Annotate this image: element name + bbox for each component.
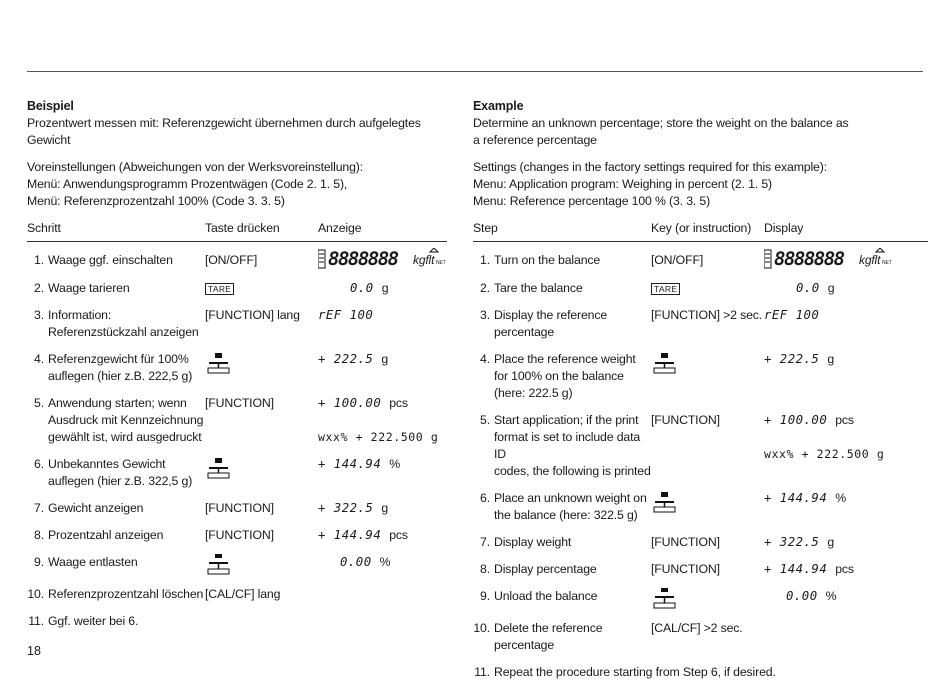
step-cell: [27, 307, 205, 341]
step-number: 2.: [480, 281, 490, 295]
key-instruction: [FUNCTION]: [205, 528, 274, 542]
step-text: Place the reference weight for 100% on the balance (here: 222.5 g): [494, 352, 636, 400]
key-instruction: [FUNCTION]: [651, 413, 720, 427]
step-number: 7.: [480, 535, 490, 549]
display-cell: [764, 588, 928, 605]
display-cell: [318, 280, 447, 297]
empty-pan-icon: [651, 588, 677, 610]
step-cell: [473, 307, 651, 341]
step-cell: [473, 412, 651, 480]
step-number: 5.: [480, 413, 490, 427]
display-net: NET: [436, 260, 446, 266]
display-value: 0.0: [796, 281, 820, 295]
step-text: Referenzprozentzahl löschen: [48, 587, 204, 601]
step-text: Tare the balance: [494, 281, 583, 295]
step-number: 5.: [34, 396, 44, 410]
table-row: [473, 588, 928, 610]
key-cell: [651, 307, 764, 324]
display-value: + 144.94: [764, 562, 828, 576]
step-number: 2.: [34, 281, 44, 295]
display-unit: g: [381, 281, 389, 295]
display-unit: %: [379, 555, 391, 569]
step-number: 9.: [480, 589, 490, 603]
weight-on-pan-icon: [205, 456, 231, 480]
header-display: Anzeige: [318, 221, 362, 235]
step-cell: [473, 620, 651, 654]
step-number: 6.: [480, 491, 490, 505]
key-cell: [651, 588, 764, 610]
step-cell: [473, 561, 651, 578]
step-cell: [27, 351, 205, 385]
intro-text: Prozentwert messen mit: Referenzgewicht übernehmen durch aufgelegtes Gewicht: [27, 116, 421, 147]
display-units: kgflt: [859, 253, 881, 267]
step-number: 7.: [34, 501, 44, 515]
key-instruction: [FUNCTION]: [205, 501, 274, 515]
key-instruction: [FUNCTION]: [651, 535, 720, 549]
intro-text: Determine an unknown percentage; store the weight on the balance as a reference percentage: [473, 116, 849, 147]
table-row: [27, 527, 447, 544]
display-unit: g: [381, 352, 389, 366]
step-number: 11.: [474, 665, 490, 679]
printout-line: wxx% + 222.500 g: [318, 430, 439, 444]
settings-line: Settings (changes in the factory settings required for this example):: [473, 160, 827, 174]
table-row: [473, 280, 928, 297]
step-text: Unload the balance: [494, 589, 598, 603]
display-value: + 222.5: [318, 352, 374, 366]
display-value: rEF 100: [318, 308, 374, 322]
table-header: [27, 220, 447, 242]
key-cell: [205, 280, 318, 297]
weight-on-pan-icon: [651, 351, 677, 375]
display-value: 0.0: [350, 281, 374, 295]
display-value: + 144.94: [318, 457, 382, 471]
step-text: Display the reference percentage: [494, 308, 608, 339]
display-cell: [318, 395, 447, 446]
page-number: 18: [27, 644, 41, 658]
display-cell: [764, 280, 928, 297]
step-number: 8.: [34, 528, 44, 542]
header-key: Taste drücken: [205, 221, 280, 235]
display-cell: [764, 534, 928, 551]
settings-line: Voreinstellungen (Abweichungen von der Werksvoreinstellung):: [27, 160, 363, 174]
step-cell: [473, 280, 651, 297]
key-cell: [205, 527, 318, 544]
step-cell: [27, 527, 205, 544]
empty-pan-icon: [205, 554, 231, 576]
step-text: Waage entlasten: [48, 555, 138, 569]
key-cell: [651, 620, 764, 637]
settings-line: Menü: Referenzprozentzahl 100% (Code 3. 3. 5): [27, 194, 285, 208]
key-cell: [651, 534, 764, 551]
step-cell: [27, 613, 447, 630]
key-instruction: [FUNCTION] >2 sec.: [651, 308, 763, 322]
step-number: 10.: [473, 621, 490, 635]
step-cell: [27, 500, 205, 517]
step-number: 1.: [480, 253, 490, 267]
step-number: 4.: [34, 352, 44, 366]
step-cell: [27, 252, 205, 269]
table-row: [27, 248, 447, 270]
table-row: [27, 351, 447, 385]
step-number: 1.: [34, 253, 44, 267]
step-text: Display weight: [494, 535, 572, 549]
display-digits: 8888888: [774, 248, 844, 270]
step-text: Waage tarieren: [48, 281, 130, 295]
header-key: Key (or instruction): [651, 221, 752, 235]
section-heading: Beispiel: [27, 99, 74, 113]
step-cell: [27, 395, 205, 446]
display-cell: [318, 248, 448, 270]
key-cell: [205, 586, 318, 603]
table-row: [27, 500, 447, 517]
step-cell: [473, 534, 651, 551]
display-value: + 322.5: [318, 501, 374, 515]
display-net: NET: [882, 260, 892, 266]
step-cell: [27, 456, 205, 490]
key-instruction: [CAL/CF] lang: [205, 587, 281, 601]
display-panel: [318, 248, 448, 270]
top-rule: [27, 71, 923, 72]
table-row: [27, 307, 447, 341]
step-table: [27, 248, 447, 630]
display-value: + 100.00: [764, 413, 828, 427]
display-value: 0.00: [340, 555, 372, 569]
display-cell: [764, 351, 928, 368]
display-panel: [764, 248, 894, 270]
display-cell: [318, 527, 447, 544]
step-number: 3.: [480, 308, 490, 322]
display-value: + 144.94: [764, 491, 828, 505]
display-unit: %: [835, 491, 847, 505]
key-cell: [651, 252, 764, 269]
step-cell: [473, 664, 928, 681]
key-cell: [205, 307, 318, 324]
step-table: [473, 248, 928, 681]
table-row: [473, 561, 928, 578]
display-value: + 144.94: [318, 528, 382, 542]
display-unit: %: [389, 457, 401, 471]
step-number: 9.: [34, 555, 44, 569]
table-row: [473, 620, 928, 654]
key-instruction: [CAL/CF] >2 sec.: [651, 621, 743, 635]
weight-on-pan-icon: [651, 490, 677, 514]
german-column: [27, 98, 447, 630]
step-text: Turn on the balance: [494, 253, 601, 267]
display-value: 0.00: [786, 589, 818, 603]
key-cell: [205, 500, 318, 517]
tare-key-icon: TARE: [651, 283, 680, 295]
table-row: [27, 554, 447, 576]
display-unit: pcs: [835, 562, 854, 576]
step-number: 6.: [34, 457, 44, 471]
step-text: Anwendung starten; wenn Ausdruck mit Kennzeichnung gewählt ist, wird ausgedruckt: [48, 396, 204, 444]
table-row: [27, 395, 447, 446]
display-cell: [318, 456, 447, 473]
step-cell: [473, 490, 651, 524]
step-number: 11.: [28, 614, 44, 628]
step-text: Prozentzahl anzeigen: [48, 528, 164, 542]
settings-line: Menü: Anwendungsprogramm Prozentwägen (Code 2. 1. 5),: [27, 177, 348, 191]
display-value: + 100.00: [318, 396, 382, 410]
display-unit: g: [827, 535, 835, 549]
display-unit: pcs: [835, 413, 854, 427]
display-unit: %: [825, 589, 837, 603]
key-cell: [205, 252, 318, 269]
weight-on-pan-icon: [205, 351, 231, 375]
display-value: rEF 100: [764, 308, 820, 322]
step-text: Referenzgewicht für 100% auflegen (hier z.B. 222,5 g): [48, 352, 193, 383]
display-unit: g: [827, 281, 835, 295]
key-cell: [651, 561, 764, 578]
step-text: Display percentage: [494, 562, 597, 576]
step-number: 8.: [480, 562, 490, 576]
key-cell: [651, 412, 764, 429]
display-cell: [318, 351, 447, 368]
table-row: [473, 490, 928, 524]
settings-line: Menu: Reference percentage 100 % (3. 3. 5): [473, 194, 711, 208]
table-row: [473, 534, 928, 551]
table-row: [473, 664, 928, 681]
table-header: [473, 220, 928, 242]
table-row: [473, 307, 928, 341]
step-cell: [27, 554, 205, 571]
display-cell: [764, 248, 928, 270]
key-cell: [205, 351, 318, 375]
step-cell: [473, 351, 651, 402]
step-text: Unbekanntes Gewicht auflegen (hier z.B. 322,5 g): [48, 457, 193, 488]
table-row: [27, 280, 447, 297]
key-cell: [651, 490, 764, 514]
header-display: Display: [764, 221, 804, 235]
table-row: [27, 586, 447, 603]
step-text: Place an unknown weight on the balance (here: 322.5 g): [494, 491, 647, 522]
display-cell: [764, 307, 928, 324]
display-cell: [764, 490, 928, 507]
key-instruction: [FUNCTION] lang: [205, 308, 300, 322]
step-text: Repeat the procedure starting from Step 6, if desired.: [494, 665, 776, 679]
table-row: [473, 248, 928, 270]
display-value: + 322.5: [764, 535, 820, 549]
step-cell: [473, 588, 651, 605]
display-cell: [318, 500, 447, 517]
display-unit: g: [827, 352, 835, 366]
header-step: Schritt: [27, 221, 61, 235]
display-unit: pcs: [389, 528, 408, 542]
step-text: Start application; if the print format is set to include data ID codes, the following is printed: [494, 413, 651, 478]
key-cell: [651, 351, 764, 375]
step-cell: [27, 280, 205, 297]
english-column: [473, 98, 928, 681]
header-step: Step: [473, 221, 498, 235]
key-cell: [205, 456, 318, 480]
step-text: Gewicht anzeigen: [48, 501, 144, 515]
display-cell: [764, 412, 928, 463]
display-units: kgflt: [413, 253, 435, 267]
key-cell: [205, 554, 318, 576]
step-text: Delete the reference percentage: [494, 621, 603, 652]
step-number: 3.: [34, 308, 44, 322]
step-cell: [27, 586, 205, 603]
step-number: 10.: [27, 587, 44, 601]
tare-key-icon: TARE: [205, 283, 234, 295]
key-instruction: [ON/OFF]: [205, 253, 258, 267]
key-cell: [205, 395, 318, 412]
table-row: [473, 412, 928, 480]
settings-line: Menu: Application program: Weighing in percent (2. 1. 5): [473, 177, 772, 191]
step-text: Information: Referenzstückzahl anzeigen: [48, 308, 199, 339]
key-cell: [651, 280, 764, 297]
section-heading: Example: [473, 99, 524, 113]
display-cell: [764, 561, 928, 578]
table-row: [27, 456, 447, 490]
display-cell: [318, 554, 447, 571]
table-row: [473, 351, 928, 402]
table-row: [27, 613, 447, 630]
step-text: Waage ggf. einschalten: [48, 253, 173, 267]
key-instruction: [ON/OFF]: [651, 253, 704, 267]
step-number: 4.: [480, 352, 490, 366]
step-text: Ggf. weiter bei 6.: [48, 614, 139, 628]
display-digits: 8888888: [328, 248, 398, 270]
display-unit: g: [381, 501, 389, 515]
key-instruction: [FUNCTION]: [205, 396, 274, 410]
printout-line: wxx% + 222.500 g: [764, 447, 885, 461]
display-cell: [318, 307, 447, 324]
display-unit: pcs: [389, 396, 408, 410]
step-cell: [473, 252, 651, 269]
key-instruction: [FUNCTION]: [651, 562, 720, 576]
display-value: + 222.5: [764, 352, 820, 366]
